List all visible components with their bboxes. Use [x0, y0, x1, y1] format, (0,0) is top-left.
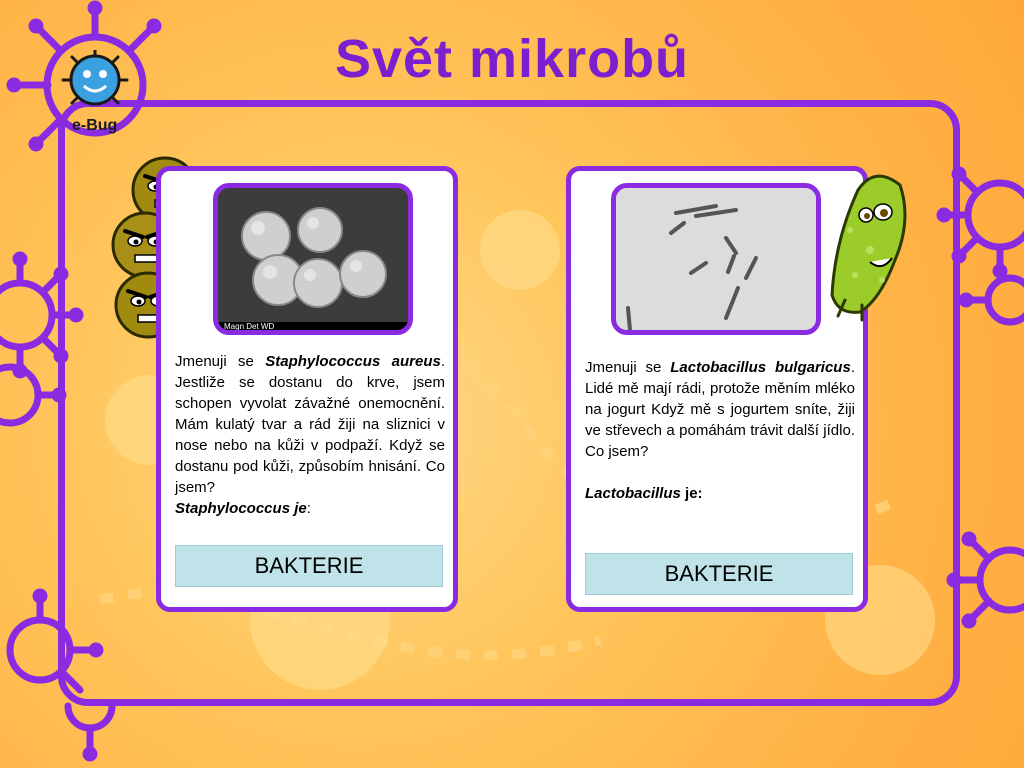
micrograph-caption: Magn Det WD — [224, 322, 275, 330]
intro-text: Jmenuji se — [585, 359, 662, 376]
page-title: Svět mikrobů — [334, 29, 690, 89]
question-suffix: : — [306, 500, 311, 517]
description-text: . Jestliže se dostanu do krve, jsem schopen vyvolat závažné onemocnění. Mám kulatý tvar a rád žiji na sliznici v nose nebo na kůži v podpaží. Když se dostanu pod kůži, způsobím hnisání. Co jsem? — [175, 353, 445, 496]
answer-box[interactable]: BAKTERIE — [175, 545, 443, 587]
e-bug-logo-text: e-Bug — [72, 117, 118, 134]
question-suffix: je: — [680, 485, 703, 502]
organism-name: Staphylococcus aureus — [265, 353, 441, 370]
question-name: Lactobacillus — [585, 485, 681, 502]
intro-text: Jmenuji se — [175, 353, 254, 370]
organism-name: Lactobacillus bulgaricus — [670, 359, 851, 376]
question-name: Staphylococcus je — [175, 500, 307, 517]
answer-box[interactable]: BAKTERIE — [585, 553, 853, 595]
description-text: . Lidé mě mají rádi, protože měním mléko na jogurt Když mě s jogurtem sníte, žiji ve střevech a pomáhám trávit další jídlo. Co jsem? — [585, 359, 855, 460]
